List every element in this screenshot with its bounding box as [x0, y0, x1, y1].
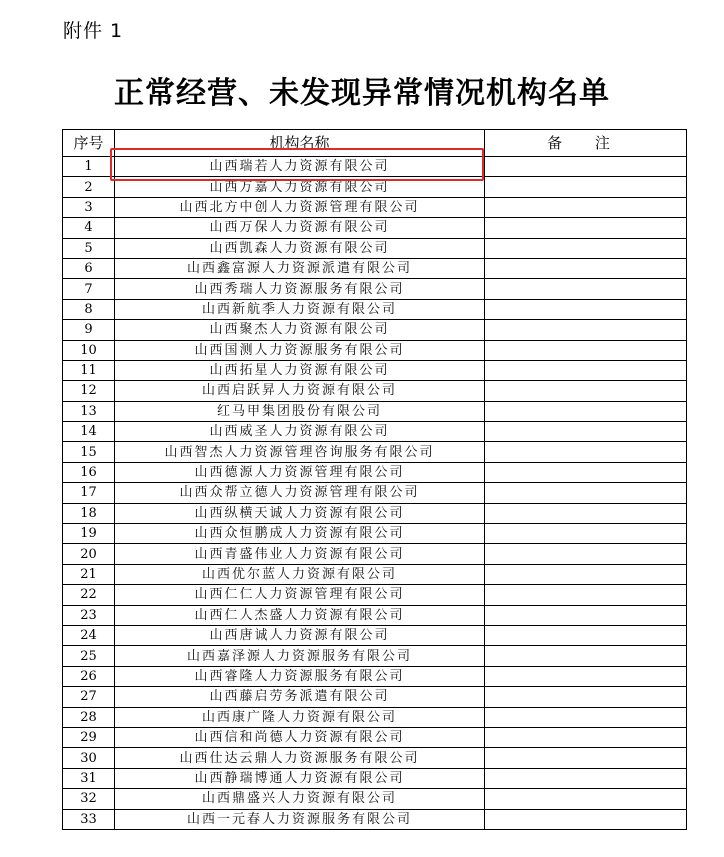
- row-remark: [485, 809, 687, 829]
- table-row: [63, 585, 687, 605]
- row-seq: 4: [63, 218, 115, 238]
- row-name: 山西新航季人力资源有限公司: [115, 299, 485, 319]
- table-row: [63, 462, 687, 482]
- table-row: [63, 258, 687, 278]
- row-remark: [485, 503, 687, 523]
- row-name: 山西启跃昇人力资源有限公司: [115, 381, 485, 401]
- row-remark: [485, 707, 687, 727]
- row-seq: 2: [63, 177, 115, 197]
- row-seq: 33: [63, 809, 115, 829]
- row-seq: 11: [63, 360, 115, 380]
- row-remark: [485, 727, 687, 747]
- table-row: [63, 177, 687, 197]
- row-name: 山西鑫富源人力资源派遣有限公司: [115, 258, 485, 278]
- row-seq: 16: [63, 462, 115, 482]
- row-remark: [485, 483, 687, 503]
- row-remark: [485, 442, 687, 462]
- row-remark: [485, 768, 687, 788]
- row-name: 山西北方中创人力资源管理有限公司: [115, 197, 485, 217]
- row-seq: 17: [63, 483, 115, 503]
- row-seq: 27: [63, 687, 115, 707]
- row-seq: 5: [63, 238, 115, 258]
- row-remark: [485, 462, 687, 482]
- row-name: 山西青盛伟业人力资源有限公司: [115, 544, 485, 564]
- row-remark: [485, 360, 687, 380]
- row-remark: [485, 279, 687, 299]
- table-row: [63, 340, 687, 360]
- row-seq: 26: [63, 666, 115, 686]
- row-remark: [485, 585, 687, 605]
- table-row: [63, 727, 687, 747]
- table-row: [63, 360, 687, 380]
- table-header-row: [63, 130, 687, 157]
- row-seq: 28: [63, 707, 115, 727]
- row-remark: [485, 177, 687, 197]
- table-row: [63, 238, 687, 258]
- row-name: 山西秀瑞人力资源服务有限公司: [115, 279, 485, 299]
- row-remark: [485, 238, 687, 258]
- row-seq: 1: [63, 157, 115, 177]
- table-row: [63, 279, 687, 299]
- table-row: [63, 503, 687, 523]
- row-remark: [485, 687, 687, 707]
- row-name: 山西仁人杰盛人力资源有限公司: [115, 605, 485, 625]
- table-row: [63, 687, 687, 707]
- row-remark: [485, 320, 687, 340]
- table-row: [63, 809, 687, 829]
- row-name: 山西仁仁人力资源管理有限公司: [115, 585, 485, 605]
- table-row: [63, 218, 687, 238]
- row-remark: [485, 340, 687, 360]
- row-remark: [485, 646, 687, 666]
- row-name: 山西聚杰人力资源有限公司: [115, 320, 485, 340]
- table-row: [63, 625, 687, 645]
- row-remark: [485, 157, 687, 177]
- header-name: 机构名称: [115, 130, 485, 157]
- table-row: [63, 564, 687, 584]
- row-remark: [485, 666, 687, 686]
- table-row: [63, 789, 687, 809]
- row-seq: 31: [63, 768, 115, 788]
- row-seq: 12: [63, 381, 115, 401]
- row-seq: 22: [63, 585, 115, 605]
- row-name: 山西信和尚德人力资源有限公司: [115, 727, 485, 747]
- row-seq: 20: [63, 544, 115, 564]
- row-name: 红马甲集团股份有限公司: [115, 401, 485, 421]
- row-remark: [485, 544, 687, 564]
- row-seq: 8: [63, 299, 115, 319]
- row-name: 山西瑞若人力资源有限公司: [115, 157, 485, 177]
- row-remark: [485, 748, 687, 768]
- row-seq: 6: [63, 258, 115, 278]
- row-remark: [485, 381, 687, 401]
- row-remark: [485, 564, 687, 584]
- row-remark: [485, 401, 687, 421]
- row-name: 山西德源人力资源管理有限公司: [115, 462, 485, 482]
- table-row: [63, 666, 687, 686]
- row-name: 山西万保人力资源有限公司: [115, 218, 485, 238]
- row-seq: 9: [63, 320, 115, 340]
- row-name: 山西仕达云鼎人力资源服务有限公司: [115, 748, 485, 768]
- row-remark: [485, 218, 687, 238]
- table-row: [63, 646, 687, 666]
- row-name: 山西智杰人力资源管理咨询服务有限公司: [115, 442, 485, 462]
- row-name: 山西一元春人力资源服务有限公司: [115, 809, 485, 829]
- row-name: 山西众帮立德人力资源管理有限公司: [115, 483, 485, 503]
- document-title: 正常经营、未发现异常情况机构名单: [114, 76, 610, 111]
- row-remark: [485, 258, 687, 278]
- row-seq: 13: [63, 401, 115, 421]
- table-row: [63, 524, 687, 544]
- table-row: [63, 299, 687, 319]
- row-name: 山西静瑞博通人力资源有限公司: [115, 768, 485, 788]
- row-seq: 30: [63, 748, 115, 768]
- header-seq: 序号: [63, 130, 115, 157]
- row-name: 山西康广隆人力资源有限公司: [115, 707, 485, 727]
- row-name: 山西国测人力资源服务有限公司: [115, 340, 485, 360]
- table-row: [63, 442, 687, 462]
- row-remark: [485, 422, 687, 442]
- table-row: [63, 422, 687, 442]
- table-row: [63, 768, 687, 788]
- table-row: [63, 748, 687, 768]
- table-row: [63, 157, 687, 177]
- row-seq: 18: [63, 503, 115, 523]
- table-row: [63, 381, 687, 401]
- row-name: 山西威圣人力资源有限公司: [115, 422, 485, 442]
- table-row: [63, 401, 687, 421]
- institution-table: [62, 129, 687, 830]
- row-name: 山西嘉泽源人力资源服务有限公司: [115, 646, 485, 666]
- row-name: 山西唐诚人力资源有限公司: [115, 625, 485, 645]
- row-name: 山西藤启劳务派遣有限公司: [115, 687, 485, 707]
- row-seq: 23: [63, 605, 115, 625]
- row-name: 山西鼎盛兴人力资源有限公司: [115, 789, 485, 809]
- row-remark: [485, 605, 687, 625]
- attachment-label: 附件 1: [63, 20, 124, 42]
- row-seq: 25: [63, 646, 115, 666]
- row-seq: 7: [63, 279, 115, 299]
- row-remark: [485, 299, 687, 319]
- row-seq: 14: [63, 422, 115, 442]
- row-remark: [485, 625, 687, 645]
- table-row: [63, 605, 687, 625]
- row-seq: 29: [63, 727, 115, 747]
- header-remark: 备 注: [485, 130, 687, 157]
- row-remark: [485, 197, 687, 217]
- row-name: 山西拓星人力资源有限公司: [115, 360, 485, 380]
- row-name: 山西众恒鹏成人力资源有限公司: [115, 524, 485, 544]
- table-body: [63, 157, 687, 830]
- row-name: 山西纵横天诚人力资源有限公司: [115, 503, 485, 523]
- row-name: 山西优尔蓝人力资源有限公司: [115, 564, 485, 584]
- table-row: [63, 483, 687, 503]
- row-remark: [485, 789, 687, 809]
- row-seq: 21: [63, 564, 115, 584]
- row-seq: 32: [63, 789, 115, 809]
- row-seq: 15: [63, 442, 115, 462]
- table-row: [63, 320, 687, 340]
- table-row: [63, 544, 687, 564]
- row-name: 山西睿隆人力资源服务有限公司: [115, 666, 485, 686]
- row-seq: 10: [63, 340, 115, 360]
- table-row: [63, 197, 687, 217]
- row-seq: 3: [63, 197, 115, 217]
- row-seq: 19: [63, 524, 115, 544]
- row-remark: [485, 524, 687, 544]
- row-name: 山西万嘉人力资源有限公司: [115, 177, 485, 197]
- row-seq: 24: [63, 625, 115, 645]
- row-name: 山西凯森人力资源有限公司: [115, 238, 485, 258]
- table-row: [63, 707, 687, 727]
